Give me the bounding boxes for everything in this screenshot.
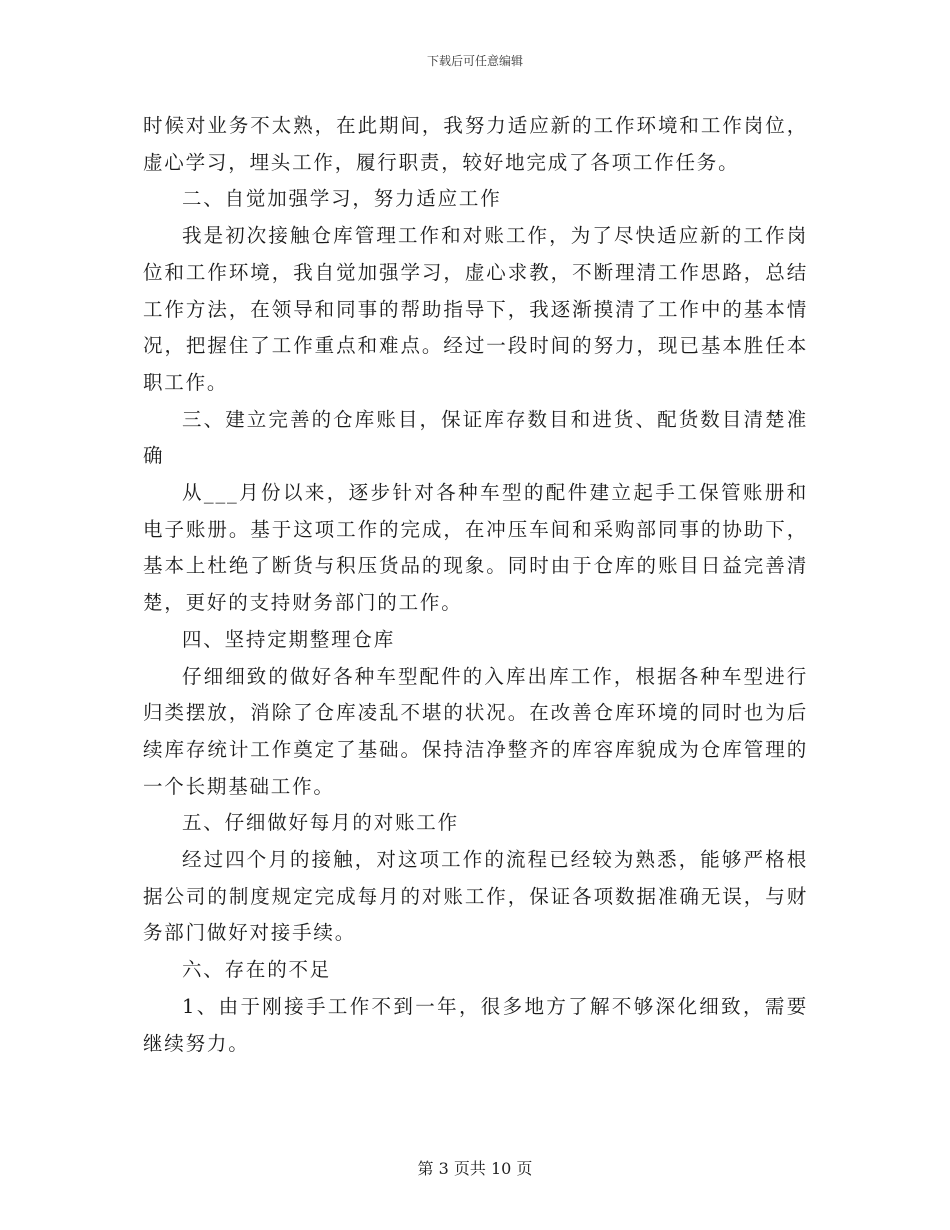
paragraph-3: 从___月份以来，逐步针对各种车型的配件建立起手工保管账册和电子账册。基于这项工作的完成，在冲压车间和采购部同事的协助下，基本上杜绝了断货与积压货品的现象。同时由于仓库的账目日益完善清楚，更好的支持财务部门的工作。 bbox=[143, 481, 809, 615]
paragraph-4: 仔细细致的做好各种车型配件的入库出库工作，根据各种车型进行归类摆放，消除了仓库凌乱不堪的状况。在改善仓库环境的同时也为后续库存统计工作奠定了基础。保持洁净整齐的库容库貌成为仓库管理的一个长期基础工作。 bbox=[143, 664, 808, 798]
paragraph-6: 1、由于刚接手工作不到一年，很多地方了解不够深化细致，需要继续努力。 bbox=[143, 994, 808, 1055]
paragraph-5: 经过四个月的接触，对这项工作的流程已经较为熟悉，能够严格根据公司的制度规定完成每月的对账工作，保证各项数据准确无误，与财务部门做好对接手续。 bbox=[143, 848, 808, 945]
section-heading-5: 五、仔细做好每月的对账工作 bbox=[182, 811, 459, 835]
paragraph-1: 时候对业务不太熟，在此期间，我努力适应新的工作环境和工作岗位，虚心学习，埋头工作，履行职责，较好地完成了各项工作任务。 bbox=[143, 114, 808, 174]
document-body bbox=[143, 108, 808, 1062]
page-header: 下载后可任意编辑 bbox=[426, 54, 523, 68]
paragraph-2: 我是初次接触仓库管理工作和对账工作，为了尽快适应新的工作岗位和工作环境，我自觉加强学习，虚心求教，不断理清工作思路，总结工作方法，在领导和同事的帮助指导下，我逐渐摸清了工作中的基本情况，把握住了工作重点和难点。经过一段时间的努力，现已基本胜任本职工作。 bbox=[143, 224, 808, 394]
section-heading-2: 二、自觉加强学习，努力适应工作 bbox=[182, 187, 502, 211]
section-heading-6: 六、存在的不足 bbox=[182, 958, 332, 982]
section-heading-3: 三、建立完善的仓库账目，保证库存数目和进货、配货数目清楚准确 bbox=[143, 407, 808, 468]
page-number: 第 3 页共 10 页 bbox=[417, 1159, 533, 1178]
section-heading-4: 四、坚持定期整理仓库 bbox=[182, 627, 396, 651]
